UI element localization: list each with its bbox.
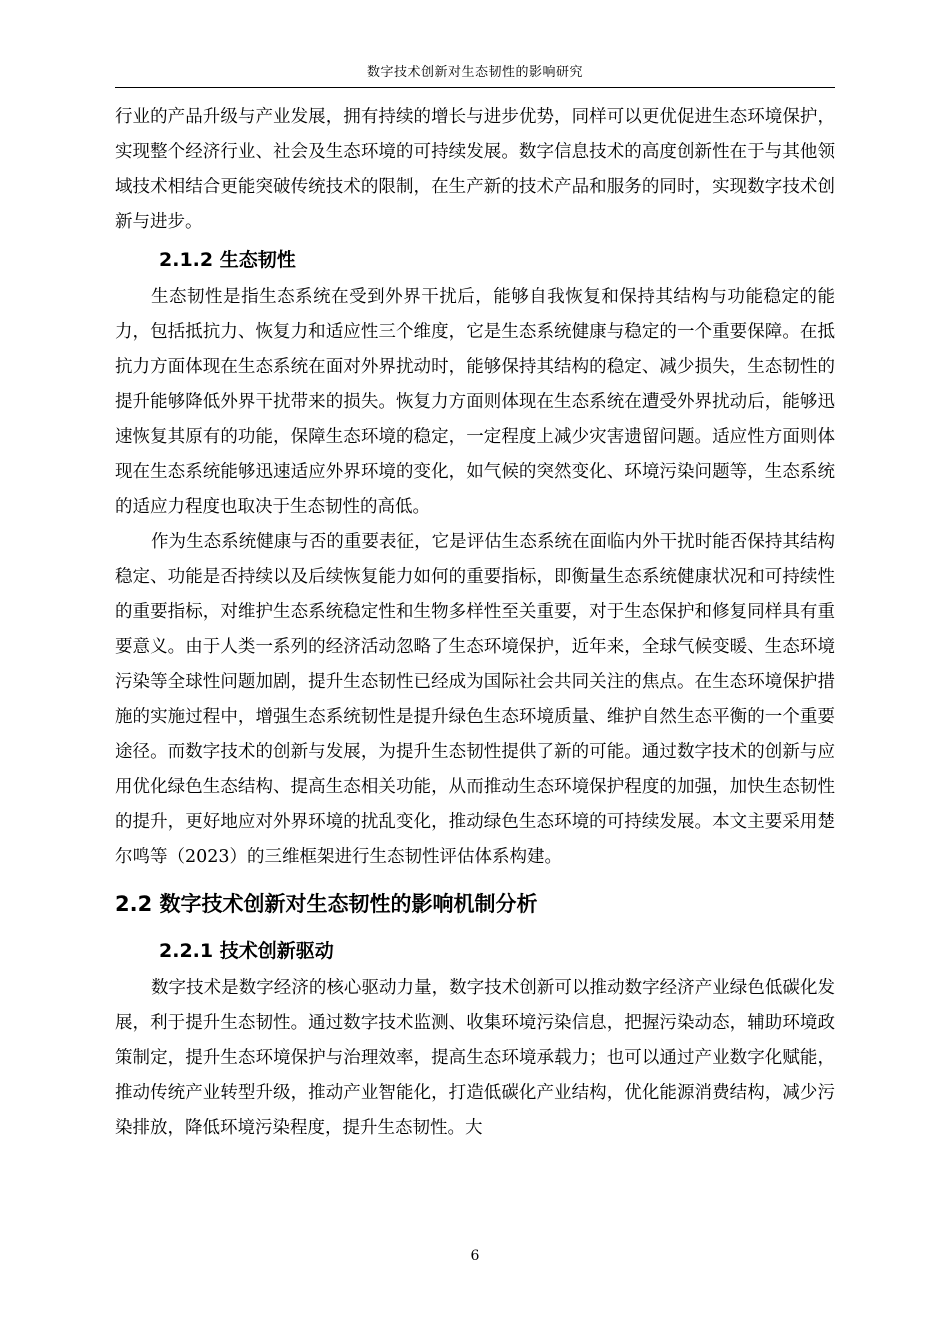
- paragraph-technology-innovation-driven: 数字技术是数字经济的核心驱动力量，数字技术创新可以推动数字经济产业绿色低碳化发展，利于提升生态韧性。通过数字技术监测、收集环境污染信息，把握污染动态，辅助环境政策制定，提升生态环境保护与治理效率，提高生态环境承载力；也可以通过产业数字化赋能，推动传统产业转型升级，推动产业智能化，打造低碳化产业结构，优化能源消费结构，减少污染排放，降低环境污染程度，提升生态韧性。大: [115, 978, 835, 1138]
- heading-2-2-1: 2.2.1 技术创新驱动: [159, 940, 334, 962]
- heading-2-1-2: 2.1.2 生态韧性: [159, 249, 296, 271]
- header-rule: [115, 87, 835, 88]
- paragraph-ecological-resilience-importance: 作为生态系统健康与否的重要表征，它是评估生态系统在面临内外干扰时能否保持其结构稳定、功能是否持续以及后续恢复能力如何的重要指标，即衡量生态系统健康状况和可持续性的重要指标，对维护生态系统稳定性和生物多样性至关重要，对于生态保护和修复同样具有重要意义。由于人类一系列的经济活动忽略了生态环境保护，近年来，全球气候变暖、生态环境污染等全球性问题加剧，提升生态韧性已经成为国际社会共同关注的焦点。在生态环境保护措施的实施过程中，增强生态系统韧性是提升绿色生态环境质量、维护自然生态平衡的一个重要途径。而数字技术的创新与发展，为提升生态韧性提供了新的可能。通过数字技术的创新与应用优化绿色生态结构、提高生态相关功能，从而推动生态环境保护程度的加强，加快生态韧性的提升，更好地应对外界环境的扰乱变化，推动绿色生态环境的可持续发展。本文主要采用楚尔鸣等（2023）的三维框架进行生态韧性评估体系构建。: [115, 532, 835, 867]
- heading-2-2: 2.2 数字技术创新对生态韧性的影响机制分析: [115, 892, 538, 916]
- page-number: 6: [470, 1248, 480, 1264]
- document-body: [115, 100, 835, 1146]
- running-header: 数字技术创新对生态韧性的影响研究: [366, 65, 583, 80]
- paragraph-ecological-resilience-definition: 生态韧性是指生态系统在受到外界干扰后，能够自我恢复和保持其结构与功能稳定的能力，包括抵抗力、恢复力和适应性三个维度，它是生态系统健康与稳定的一个重要保障。在抵抗力方面体现在生态系统在面对外界扰动时，能够保持其结构的稳定、减少损失，生态韧性的提升能够降低外界干扰带来的损失。恢复力方面则体现在生态系统在遭受外界扰动后，能够迅速恢复其原有的功能，保障生态环境的稳定，一定程度上减少灾害遗留问题。适应性方面则体现在生态系统能够迅速适应外界环境的变化，如气候的突然变化、环境污染问题等，生态系统的适应力程度也取决于生态韧性的高低。: [115, 287, 835, 517]
- paragraph-intro: 行业的产品升级与产业发展，拥有持续的增长与进步优势，同样可以更优促进生态环境保护，实现整个经济行业、社会及生态环境的可持续发展。数字信息技术的高度创新性在于与其他领域技术相结合更能突破传统技术的限制，在生产新的技术产品和服务的同时，实现数字技术创新与进步。: [115, 107, 835, 232]
